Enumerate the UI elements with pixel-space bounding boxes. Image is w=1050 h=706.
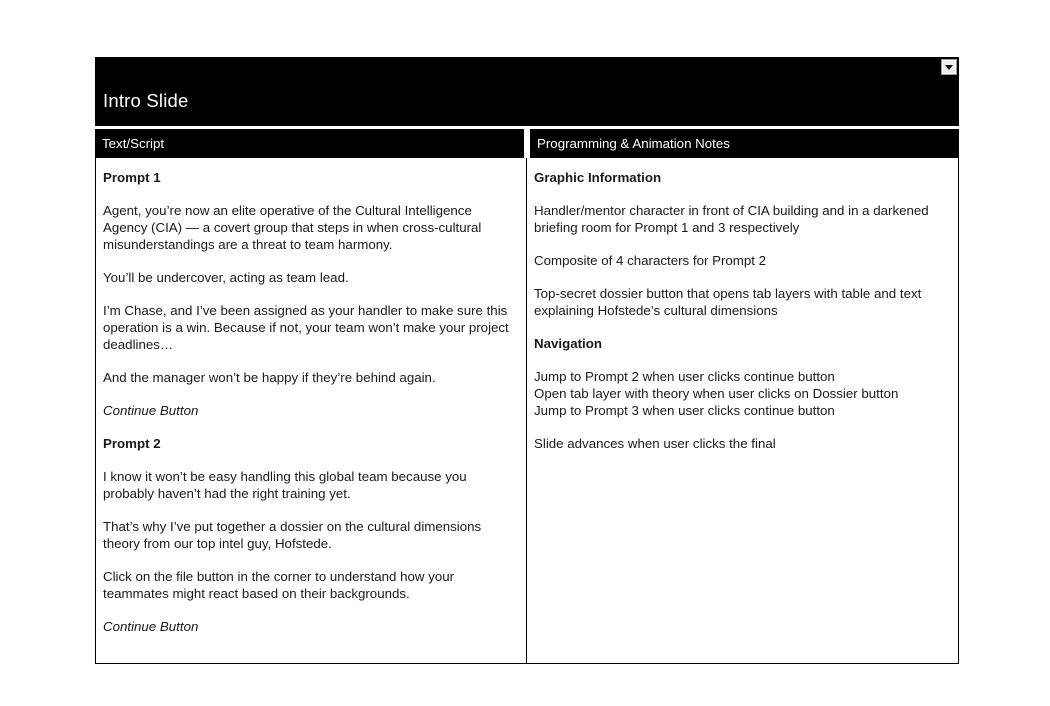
script-paragraph: Composite of 4 characters for Prompt 2 bbox=[534, 253, 767, 268]
section-heading: Prompt 1 bbox=[103, 170, 161, 185]
script-paragraph: You’ll be undercover, acting as team lead. bbox=[103, 270, 349, 285]
column-header-programming-animation-notes: Programming & Animation Notes bbox=[530, 129, 959, 158]
script-paragraph: That’s why I’ve put together a dossier on the cultural dimensions theory from our top intel guy, Hofstede. bbox=[103, 519, 482, 551]
storyboard-table bbox=[95, 57, 959, 664]
script-paragraph: Agent, you’re now an elite operative of the Cultural Intelligence Agency (CIA) — a covert group that steps in when cross-cultural misunderstandings are a threat to team harmony. bbox=[103, 203, 482, 252]
script-paragraph: Slide advances when user clicks the final bbox=[534, 436, 776, 451]
table-options-dropdown-button[interactable] bbox=[941, 59, 957, 75]
text-script-cell[interactable] bbox=[96, 158, 527, 663]
script-paragraph: Handler/mentor character in front of CIA building and in a darkened briefing room for Prompt 1 and 3 respectively bbox=[534, 203, 929, 235]
script-paragraph: I’m Chase, and I’ve been assigned as your handler to make sure this operation is a win. Because if not, your team won’t make your project deadlines… bbox=[103, 303, 509, 352]
slide-title-bar bbox=[95, 57, 959, 126]
script-paragraph: Jump to Prompt 2 when user clicks continue button Open tab layer with theory when user clicks on Dossier button Jump to Prompt 3 when user clicks continue button bbox=[534, 369, 899, 418]
section-heading: Navigation bbox=[534, 336, 602, 351]
slide-title: Intro Slide bbox=[103, 90, 189, 111]
column-header-row bbox=[95, 129, 959, 158]
script-paragraph: Top-secret dossier button that opens tab layers with table and text explaining Hofstede’s cultural dimensions bbox=[534, 286, 922, 318]
script-paragraph: Continue Button bbox=[103, 619, 199, 634]
section-heading: Prompt 2 bbox=[103, 436, 161, 451]
section-heading: Graphic Information bbox=[534, 170, 662, 185]
chevron-down-icon bbox=[945, 65, 953, 70]
script-paragraph: Continue Button bbox=[103, 403, 199, 418]
column-header-text-script: Text/Script bbox=[95, 129, 524, 158]
script-paragraph: Click on the file button in the corner to understand how your teammates might react based on their backgrounds. bbox=[103, 569, 455, 601]
script-paragraph: And the manager won’t be happy if they’re behind again. bbox=[103, 370, 436, 385]
table-body-row bbox=[95, 158, 959, 664]
programming-animation-notes-cell[interactable] bbox=[527, 158, 958, 663]
script-paragraph: I know it won’t be easy handling this global team because you probably haven’t had the right training yet. bbox=[103, 469, 467, 501]
